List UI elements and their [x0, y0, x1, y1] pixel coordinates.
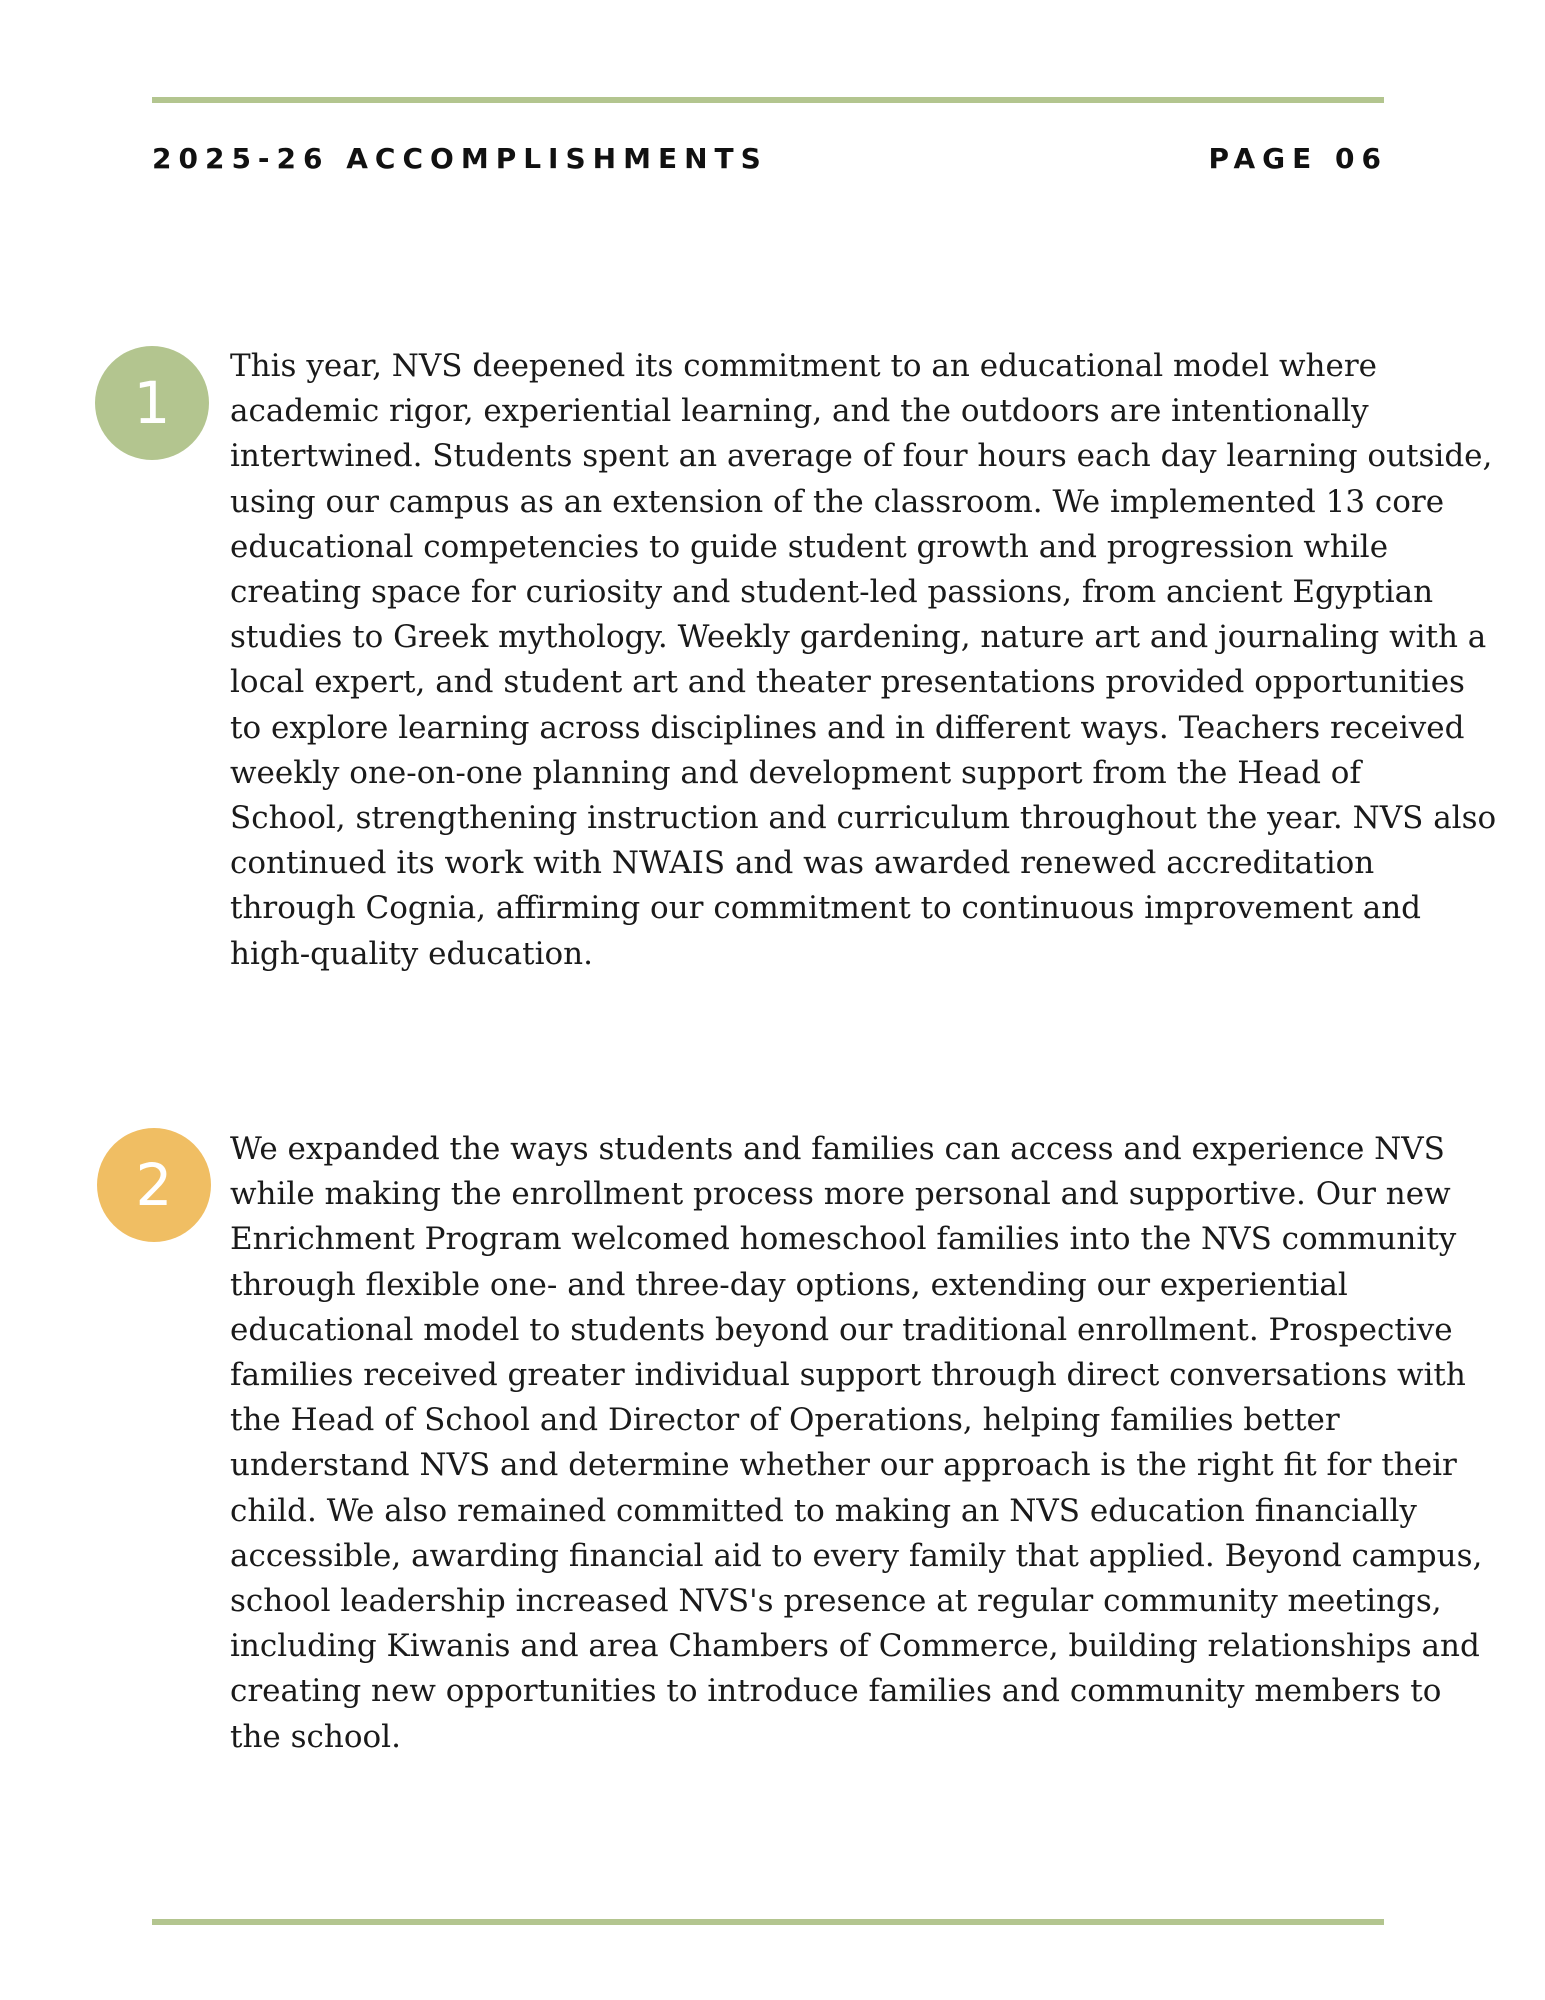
text-line: academic rigor, experiential learning, and the outdoors are intentionally — [230, 393, 1369, 430]
text-line: intertwined. Students spent an average of four hours each day learning outside, — [230, 438, 1493, 475]
accomplishment-2-text — [230, 1127, 1483, 1760]
text-line: School, strengthening instruction and curriculum throughout the year. NVS also — [230, 800, 1497, 837]
text-line: creating space for curiosity and student-led passions, from ancient Egyptian — [230, 574, 1434, 611]
text-line: Enrichment Program welcomed homeschool families into the NVS community — [230, 1221, 1457, 1258]
text-line: child. We also remained committed to making an NVS education financially — [230, 1492, 1417, 1529]
header-title: 2025-26 ACCOMPLISHMENTS — [152, 142, 768, 175]
text-line: through Cognia, affirming our commitment to continuous improvement and — [230, 890, 1422, 927]
text-line: local expert, and student art and theater presentations provided opportunities — [230, 664, 1465, 701]
number-badge-2: 2 — [97, 1128, 211, 1242]
text-line: understand NVS and determine whether our approach is the right fit for their — [230, 1447, 1457, 1484]
text-line: the school. — [230, 1718, 401, 1755]
text-line: high-quality education. — [230, 935, 593, 972]
text-line: the Head of School and Director of Operations, helping families better — [230, 1402, 1340, 1439]
text-line: including Kiwanis and area Chambers of Commerce, building relationships and — [230, 1628, 1480, 1665]
text-line: school leadership increased NVS's presence at regular community meetings, — [230, 1583, 1442, 1620]
text-line: weekly one-on-one planning and development support from the Head of — [230, 754, 1361, 791]
text-line: This year, NVS deepened its commitment to an educational model where — [230, 348, 1378, 384]
text-line: continued its work with NWAIS and was awarded renewed accreditation — [230, 845, 1375, 882]
top-divider — [152, 97, 1384, 103]
text-line: families received greater individual support through direct conversations with — [230, 1357, 1466, 1394]
text-line: through flexible one- and three-day options, extending our experiential — [230, 1266, 1348, 1303]
text-line: while making the enrollment process more personal and supportive. Our new — [230, 1176, 1451, 1213]
text-line: educational competencies to guide student growth and progression while — [230, 528, 1389, 565]
text-line: accessible, awarding financial aid to every family that applied. Beyond campus, — [230, 1537, 1483, 1574]
text-line: We expanded the ways students and families can access and experience NVS — [230, 1131, 1445, 1167]
bottom-divider — [152, 1919, 1384, 1925]
text-line: to explore learning across disciplines and in different ways. Teachers received — [230, 709, 1465, 746]
text-line: educational model to students beyond our traditional enrollment. Prospective — [230, 1311, 1453, 1348]
accomplishment-1-text — [230, 344, 1497, 977]
page-header — [152, 142, 1388, 175]
text-line: creating new opportunities to introduce families and community members to — [230, 1673, 1442, 1710]
text-line: studies to Greek mythology. Weekly gardening, nature art and journaling with a — [230, 619, 1487, 656]
text-line: using our campus as an extension of the classroom. We implemented 13 core — [230, 483, 1445, 520]
number-badge-1: 1 — [95, 346, 209, 460]
page-number: PAGE 06 — [1208, 142, 1388, 175]
